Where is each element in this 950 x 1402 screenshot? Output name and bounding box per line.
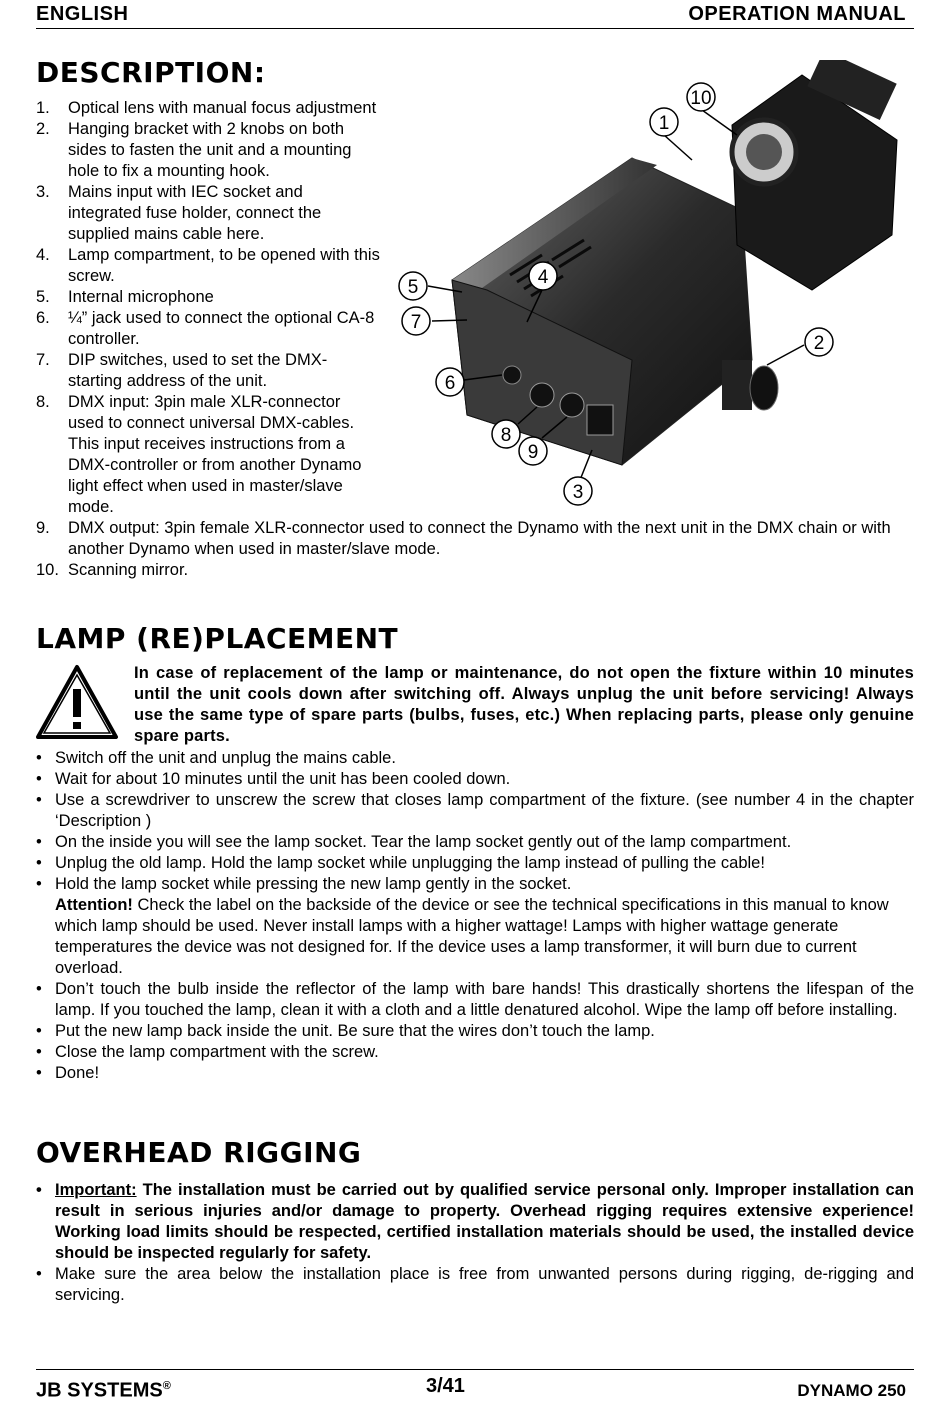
footer-brand: JB SYSTEMS®: [36, 1379, 171, 1402]
callout-label: 5: [407, 277, 419, 298]
callout-label: 4: [537, 267, 549, 288]
description-heading: DESCRIPTION:: [36, 56, 266, 89]
attention-text: Check the label on the backside of the device or see the technical specifications in this manual to know which lamp should be used. Never install lamps with a higher wattage! Lamps with higher wattage generate temperatures the device was not designed for. If the device uses a lamp transformer, it will burn due to current overload.: [55, 896, 889, 977]
callout-label: 10: [690, 88, 712, 109]
list-item: • Unplug the old lamp. Hold the lamp socket while unplugging the lamp instead of pulling the cable!: [36, 853, 914, 874]
rigging-heading: OVERHEAD RIGGING: [36, 1136, 362, 1169]
header-language: ENGLISH: [36, 3, 129, 25]
list-item: 3. Mains input with IEC socket and integrated fuse holder, connect the supplied mains cable here.: [36, 183, 322, 243]
list-item: 9. DMX output: 3pin female XLR-connector used to connect the Dynamo with the next unit in the DMX chain or with another Dynamo when used in master/slave mode.: [36, 519, 891, 558]
header-manual-title: OPERATION MANUAL: [688, 3, 906, 25]
callout-label: 8: [500, 425, 512, 446]
page-header: [36, 4, 914, 29]
list-item: 8. DMX input: 3pin male XLR-connector used to connect universal DMX-cables. This input receives instructions from a DMX-controller or from another Dynamo light effect when used in master/slave mode.: [36, 393, 362, 516]
lamp-steps: [36, 748, 914, 1084]
callout-label: 1: [658, 113, 670, 134]
list-item: 4. Lamp compartment, to be opened with this screw.: [36, 246, 380, 285]
page-footer: [36, 1369, 914, 1402]
callout-label: 2: [813, 333, 825, 354]
list-item: • Switch off the unit and unplug the mains cable.: [36, 748, 914, 769]
list-item: • Don’t touch the bulb inside the reflector of the lamp with bare hands! This drastically shortens the lifespan of the lamp. If you touched the lamp, clean it with a cloth and a little denatured alcohol. Wipe the lamp off before installing.: [36, 979, 914, 1021]
list-item: 6. ¼” jack used to connect the optional CA-8 controller.: [36, 309, 375, 348]
list-item: • Put the new lamp back inside the unit. Be sure that the wires don’t touch the lamp.: [36, 1021, 914, 1042]
lamp-heading: LAMP (RE)PLACEMENT: [36, 622, 399, 655]
important-text: The installation must be carried out by qualified service personal only. Improper installation can result in serious injuries and/or damage to property. Overhead rigging requires extensive experience! Working load limits should be respected, certified installation materials should be used, the installed device should be inspected regularly for safety.: [55, 1181, 914, 1262]
attention-label: Attention!: [55, 896, 133, 914]
warning-text: In case of replacement of the lamp or maintenance, do not open the fixture within 10 minutes until the unit cools down after switching off. Always unplug the unit before servicing! Always use the same type of spare parts (bulbs, fuses, etc.) When replacing parts, please only genuine spare parts.: [134, 664, 914, 745]
product-photo: [392, 60, 922, 520]
list-item: • Wait for about 10 minutes until the unit has been cooled down.: [36, 769, 914, 790]
list-item: 10. Scanning mirror.: [36, 561, 189, 579]
callout-label: 6: [444, 373, 456, 394]
callout-label: 3: [572, 482, 584, 503]
list-item: 5. Internal microphone: [36, 288, 214, 306]
list-item: • Make sure the area below the installation place is free from unwanted persons during rigging, de-rigging and servicing.: [36, 1264, 914, 1306]
list-item: • Close the lamp compartment with the screw.: [36, 1042, 914, 1063]
list-item: 2. Hanging bracket with 2 knobs on both sides to fasten the unit and a mounting hole to fix a mounting hook.: [36, 120, 352, 180]
list-item: [36, 1180, 914, 1264]
list-item: • Done!: [36, 1063, 914, 1084]
rigging-list: [36, 1180, 914, 1306]
list-item: • On the inside you will see the lamp socket. Tear the lamp socket gently out of the lamp compartment.: [36, 832, 914, 853]
footer-model: DYNAMO 250: [797, 1381, 906, 1400]
page-number: 3/41: [426, 1375, 465, 1397]
callout-label: 7: [410, 312, 422, 333]
important-label: Important:: [55, 1181, 137, 1199]
callout-label: 9: [527, 442, 539, 463]
list-item: • Hold the lamp socket while pressing the new lamp gently in the socket. Attention! Check the label on the backside of the device or see the technical specifications in this manual to know which lamp should be used. Never install lamps with a higher wattage! Lamps with higher wattage generate temperatures the device was not designed for. If the device uses a lamp transformer, it will burn due to current overload.: [36, 874, 914, 979]
list-item: 1. Optical lens with manual focus adjustment: [36, 99, 377, 117]
list-item: 7. DIP switches, used to set the DMX-starting address of the unit.: [36, 351, 328, 390]
list-item: • Use a screwdriver to unscrew the screw that closes lamp compartment of the fixture. (see number 4 in the chapter ‘Description ): [36, 790, 914, 832]
warning-icon: [34, 663, 120, 741]
